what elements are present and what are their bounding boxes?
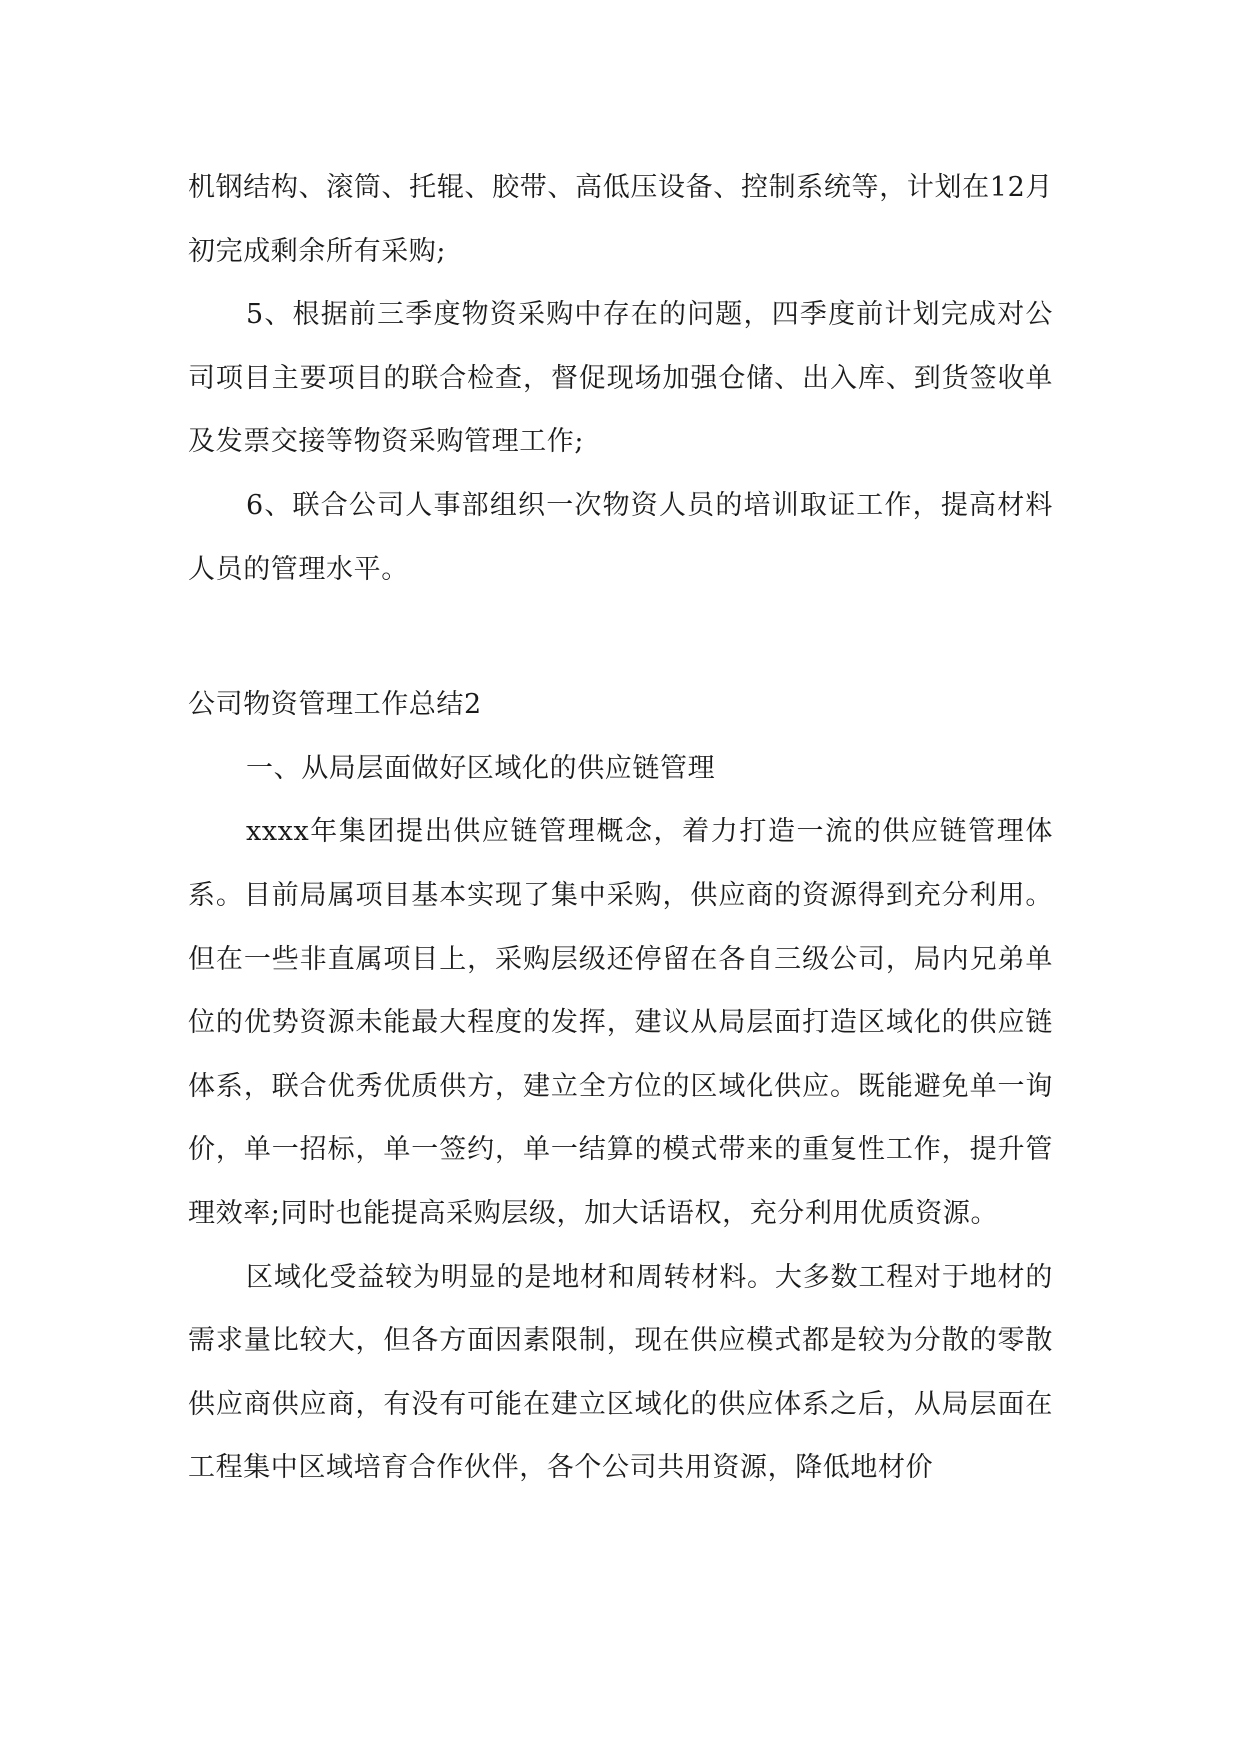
subsection-heading: 一、从局层面做好区域化的供应链管理 (246, 752, 716, 784)
document-body (188, 156, 1053, 1500)
section-title: 公司物资管理工作总结2 (188, 689, 482, 721)
paragraph-regionalization: 区域化受益较为明显的是地材和周转材料。大多数工程对于地材的需求量比较大，但各方面因素限制，现在供应模式都是较为分散的零散供应商供应商，有没有可能在建立区域化的供应体系之后，从局层面在工程集中区域培育合作伙伴，各个公司共用资源，降低地材价 (188, 1261, 1053, 1484)
paragraph-supply-chain: xxxx年集团提出供应链管理概念，着力打造一流的供应链管理体系。目前局属项目基本实现了集中采购，供应商的资源得到充分利用。但在一些非直属项目上，采购层级还停留在各自三级公司，局内兄弟单位的优势资源未能最大程度的发挥，建议从局层面打造区域化的供应链体系，联合优秀优质供方，建立全方位的区域化供应。既能避免单一询价，单一招标，单一签约，单一结算的模式带来的重复性工作，提升管理效率;同时也能提高采购层级，加大话语权，充分利用优质资源。 (188, 816, 1053, 1229)
paragraph-item-6: 6、联合公司人事部组织一次物资人员的培训取证工作，提高材料人员的管理水平。 (188, 489, 1053, 585)
paragraph-continued: 机钢结构、滚筒、托辊、胶带、高低压设备、控制系统等，计划在12月初完成剩余所有采购; (188, 172, 1053, 267)
paragraph-item-5: 5、根据前三季度物资采购中存在的问题，四季度前计划完成对公司项目主要项目的联合检查，督促现场加强仓储、出入库、到货签收单及发票交接等物资采购管理工作; (188, 299, 1053, 458)
